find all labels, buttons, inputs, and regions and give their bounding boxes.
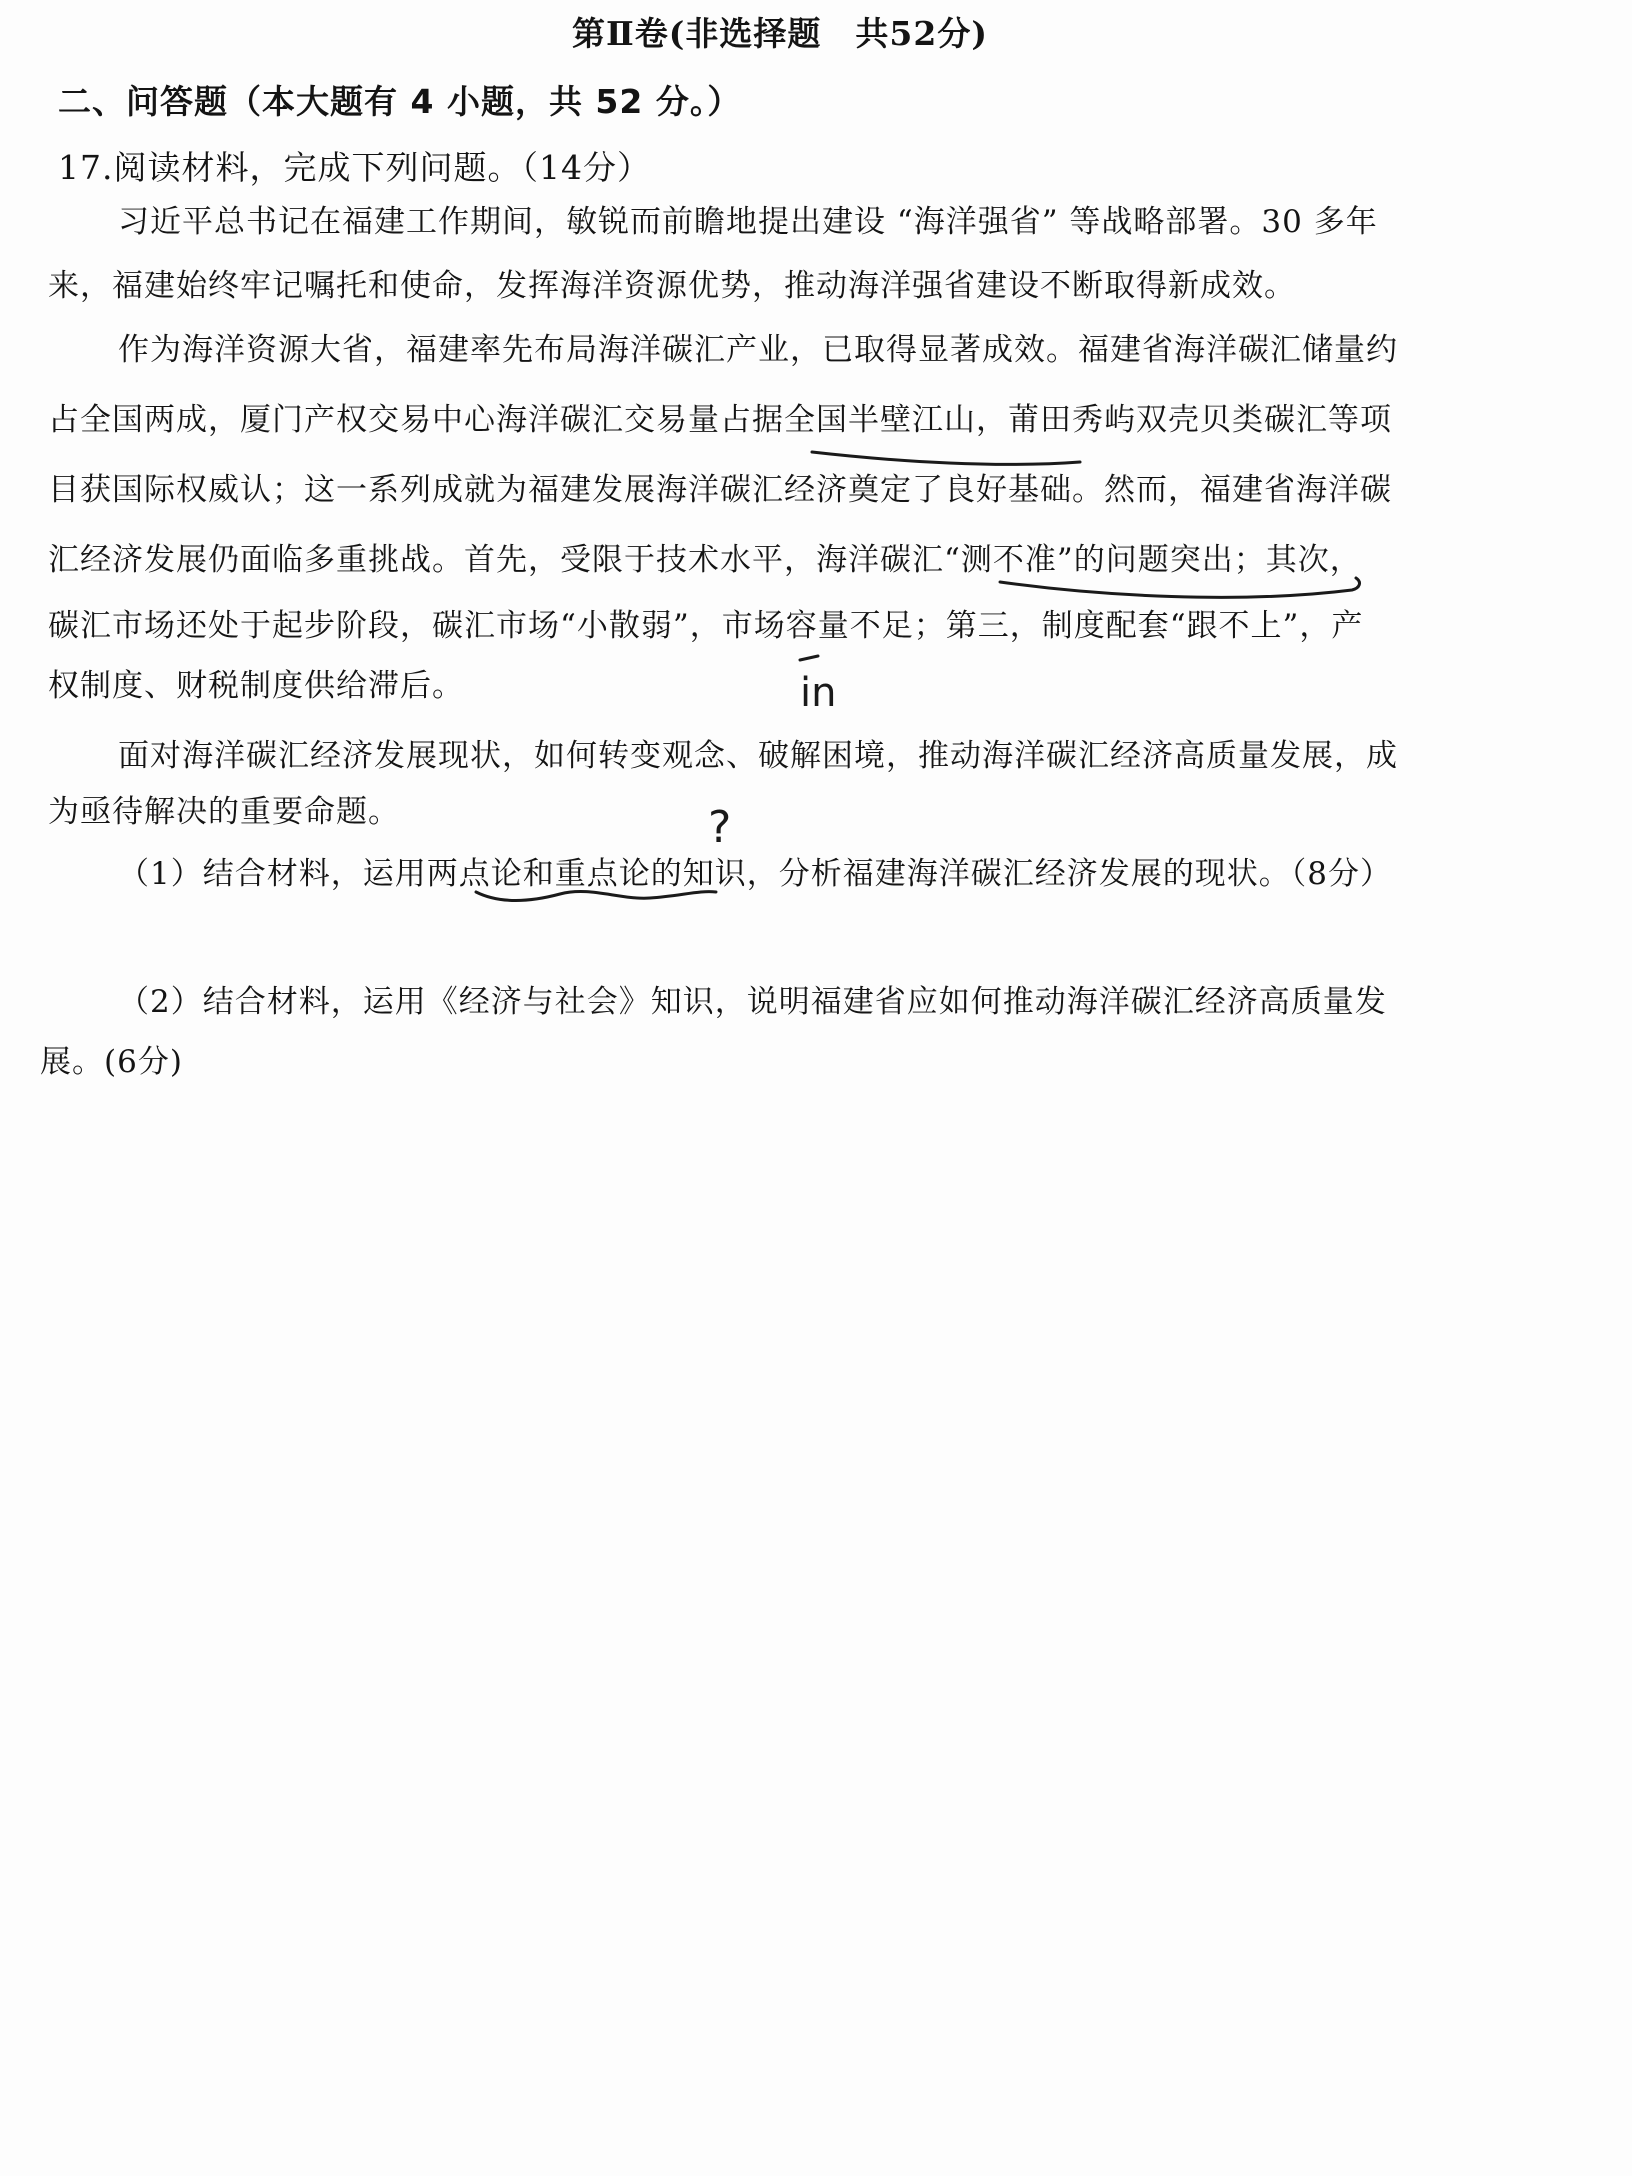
material-line-6: 汇经济发展仍面临多重挑战。首先，受限于技术水平，海洋碳汇“测不准”的问题突出；其次， <box>48 542 1362 578</box>
material-line-8: 权制度、财税制度供给滞后。 <box>48 668 464 704</box>
sub-question-1: （1）结合材料，运用两点论和重点论的知识，分析福建海洋碳汇经济发展的现状。（8分） <box>118 856 1392 892</box>
question-stem: 17.阅读材料，完成下列问题。（14分） <box>58 148 651 187</box>
material-line-5: 目获国际权威认；这一系列成就为福建发展海洋碳汇经济奠定了良好基础。然而，福建省海洋碳 <box>48 472 1392 508</box>
handwritten-question-mark: ? <box>708 802 732 853</box>
material-line-2: 来，福建始终牢记嘱托和使命，发挥海洋资源优势，推动海洋强省建设不断取得新成效。 <box>48 268 1296 304</box>
material-line-7: 碳汇市场还处于起步阶段，碳汇市场“小散弱”，市场容量不足；第三，制度配套“跟不上”，产 <box>48 608 1364 644</box>
sub-question-2-line-2: 展。(6分) <box>40 1044 183 1080</box>
underline-market-share <box>812 452 1080 464</box>
material-line-4: 占全国两成，厦门产权交易中心海洋碳汇交易量占据全国半壁江山，莆田秀屿双壳贝类碳汇等项 <box>48 402 1392 438</box>
section-heading: 二、问答题（本大题有 4 小题，共 52 分。） <box>58 82 742 121</box>
material-line-1: 习近平总书记在福建工作期间，敏锐而前瞻地提出建设 “海洋强省” 等战略部署。30 多年 <box>118 204 1378 240</box>
material-line-3: 作为海洋资源大省，福建率先布局海洋碳汇产业，已取得显著成效。福建省海洋碳汇储量约 <box>118 332 1398 368</box>
handwritten-in-mark: in <box>800 670 837 716</box>
material-line-9: 面对海洋碳汇经济发展现状，如何转变观念、破解困境，推动海洋碳汇经济高质量发展，成 <box>118 738 1398 774</box>
sub-question-2-line-1: （2）结合材料，运用《经济与社会》知识，说明福建省应如何推动海洋碳汇经济高质量发 <box>118 984 1387 1020</box>
material-line-10: 为亟待解决的重要命题。 <box>48 794 400 830</box>
tick-mark <box>800 656 818 660</box>
volume-title: 第Ⅱ卷(非选择题 共52分) <box>572 14 988 53</box>
